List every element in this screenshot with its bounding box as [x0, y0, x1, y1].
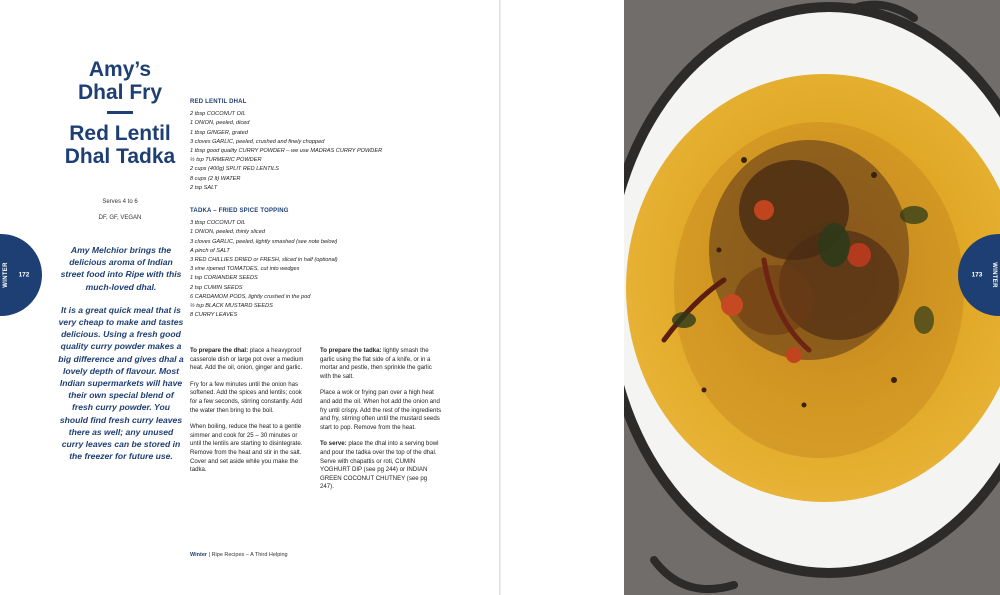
method-column-2	[320, 347, 442, 500]
lentil-heading: RED LENTIL DHAL	[190, 99, 247, 105]
ingredient-item: 3 RED CHILLIES DRIED or FRESH, sliced in half (optional)	[190, 257, 338, 264]
ingredient-item: 8 cups (2 lt) WATER	[190, 175, 241, 182]
ingredient-item: A pinch of SALT	[190, 247, 230, 254]
ingredient-item: 1 tbsp good quality CURRY POWDER – we use MADRAS CURRY POWDER	[190, 148, 383, 155]
ingredient-item: 3 vine ripened TOMATOES, cut into wedges	[190, 266, 300, 273]
book-gutter	[499, 0, 501, 595]
section-tab-right-label: WINTER	[991, 262, 997, 288]
serve-label: To serve:	[320, 440, 347, 448]
ingredients-tadka	[190, 207, 410, 320]
photo-illustration	[624, 0, 1000, 595]
dhal-bowl-photo	[624, 0, 1000, 595]
ingredient-item: 6 CARDAMOM PODS, lightly crushed in the pod	[190, 293, 311, 300]
dhal-step-1-text: place a heavyproof casserole dish or large pot over a medium heat. Add the oil, onion, ginger and garlic.	[190, 347, 304, 372]
tadka-heading: TADKA – FRIED SPICE TOPPING	[190, 208, 289, 214]
tadka-step-2: Place a wok or frying pan over a high heat and add the oil. When hot add the onion and fry until crispy. Add the rest of the ingredients and fry, stirring often until the mustard seeds start to pop. Remove from the heat.	[320, 389, 442, 431]
footer-section: Winter	[190, 552, 208, 558]
footer-separator: |	[208, 552, 211, 558]
dhal-step-2: Fry for a few minutes until the onion has softened. Add the spices and lentils; cook for a few seconds, stirring constantly. Add the water then bring to the boil.	[190, 380, 302, 414]
ingredient-item: 3 cloves GARLIC, peeled, crushed and finely chopped	[190, 138, 325, 145]
diet-text: DF, GF, VEGAN	[98, 215, 142, 221]
ingredient-item: 8 CURRY LEAVES	[190, 312, 238, 319]
ingredient-item: 1 tbsp GINGER, grated	[190, 129, 248, 136]
serve-step-text: place the dhal into a serving bowl and pour the tadka over the top of the dhal. Serve with chapattis or roti, CUMIN YOGHURT DIP (see pg 244) or INDIAN GREEN COCONUT CHUTNEY (see pg 247).	[320, 440, 439, 491]
title-line-2: Dhal Fry	[77, 81, 163, 104]
method-column-1	[190, 347, 308, 483]
title-line-3: Red Lentil	[69, 122, 171, 145]
tadka-step-1	[320, 347, 442, 381]
recipe-title	[60, 58, 180, 168]
page-number-right: 173	[971, 271, 983, 279]
title-line-1: Amy’s	[88, 58, 152, 81]
ingredient-item: 3 tbsp COCONUT OIL	[190, 220, 246, 227]
ingredient-item: ½ tsp TURMERIC POWDER	[190, 157, 262, 164]
serve-step	[320, 440, 442, 492]
intro-paragraph-2: It is a great quick meal that is very cheap to make and tastes delicious. Using a fresh good quality curry powder makes a big difference and gives dhal a lovely depth of flavour. Most Indian supermarkets will have their own special blend of fresh curry powder. You should find fresh curry leaves there as well; any unused curry leaves can be stored in the freezer for future use.	[58, 304, 184, 462]
ingredient-item: 2 tsp SALT	[190, 184, 218, 191]
ingredient-item: 1 ONION, peeled, thinly sliced	[190, 229, 265, 236]
intro-text	[58, 244, 184, 473]
ingredient-item: 2 cups (400g) SPLIT RED LENTILS	[190, 166, 279, 173]
footer-book-title: Ripe Recipes – A Third Helping	[211, 552, 288, 558]
ingredient-item: 2 tsp CUMIN SEEDS	[190, 284, 243, 291]
ingredient-item: 2 tbsp COCONUT OIL	[190, 111, 246, 118]
ingredient-item: 1 tsp CORIANDER SEEDS	[190, 275, 258, 282]
dhal-step-3: When boiling, reduce the heat to a gentle simmer and cook for 25 – 30 minutes or until the lentils are starting to disintegrate. Remove from the heat and stir in the salt. Cover and set aside while you make the tadka.	[190, 423, 303, 474]
page-number-left: 172	[18, 271, 30, 279]
tadka-step-1-text: lightly smash the garlic using the flat side of a knife, or in a mortar and pestle, then sprinkle the garlic with the salt.	[320, 347, 432, 380]
section-tab-left-label: WINTER	[3, 262, 9, 288]
ingredient-item: 1 ONION, peeled, diced	[190, 120, 250, 127]
page-footer	[190, 552, 288, 558]
ingredient-item: 3 cloves GARLIC, peeled, lightly smashed (see note below)	[190, 238, 338, 245]
tadka-label: To prepare the tadka:	[320, 347, 382, 354]
dhal-step-1	[190, 347, 308, 373]
title-line-4: Dhal Tadka	[64, 145, 176, 168]
title-divider	[107, 111, 133, 114]
ingredient-item: ½ tsp BLACK MUSTARD SEEDS	[190, 303, 273, 310]
ingredients-lentil	[190, 98, 410, 193]
intro-paragraph-1: Amy Melchior brings the delicious aroma of Indian street food into Ripe with this much-loved dhal.	[60, 245, 182, 292]
serves-text: Serves 4 to 6	[102, 199, 138, 205]
dhal-label: To prepare the dhal:	[190, 347, 249, 354]
